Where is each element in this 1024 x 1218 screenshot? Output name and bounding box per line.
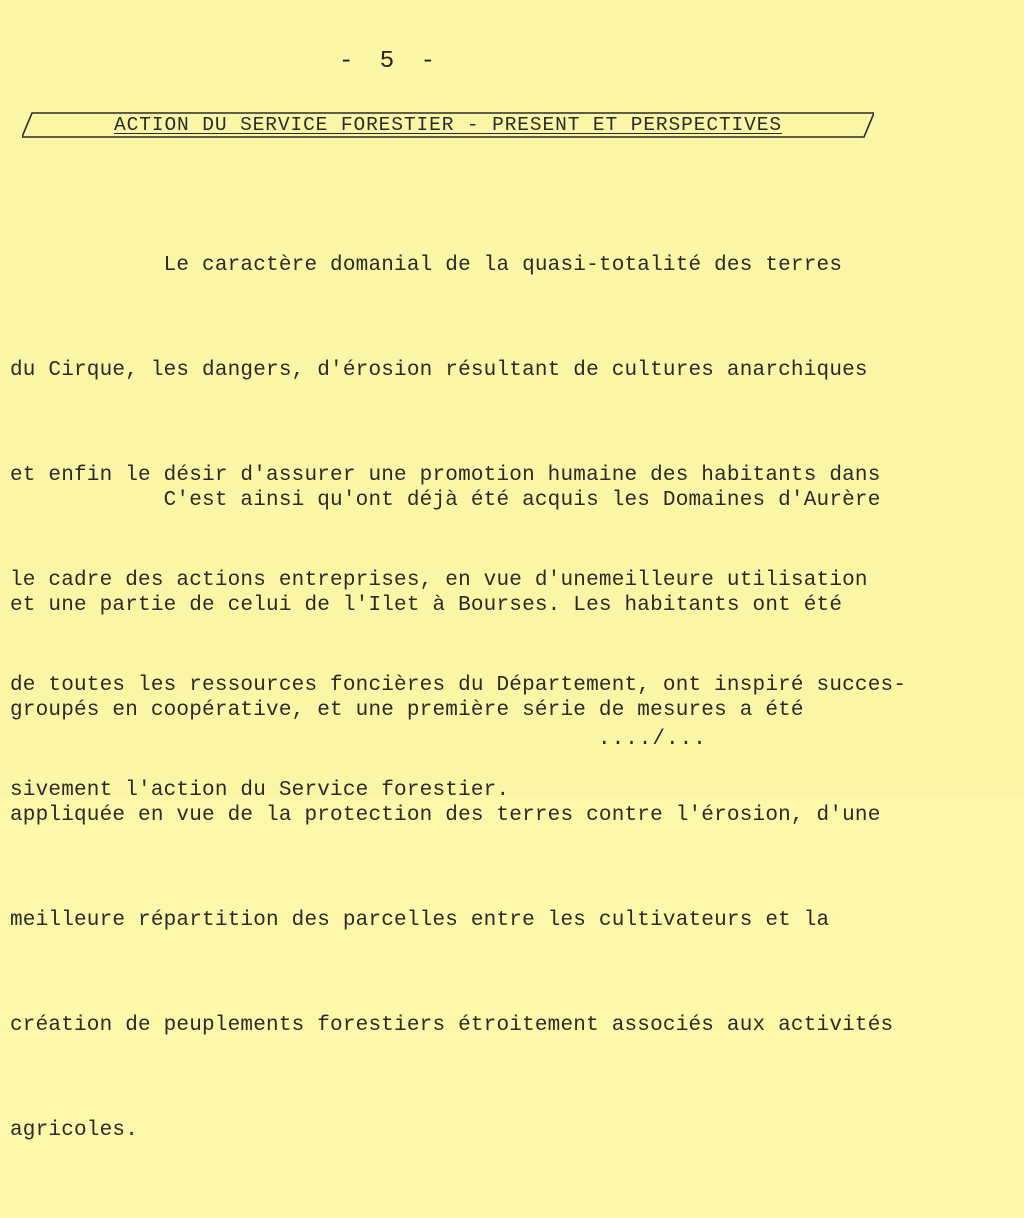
text-line: et enfin le désir d'assurer une promotion humaine des habitants dans <box>10 464 881 487</box>
text-line: le cadre des actions entreprises, en vue d'unemeilleure utilisation <box>10 569 868 592</box>
text-line: agricoles. <box>10 1119 139 1142</box>
text-line: C'est ainsi qu'ont déjà été acquis les Domaines d'Aurère <box>10 489 881 512</box>
text-line: et une partie de celui de l'Ilet à Bourses. Les habitants ont été <box>10 594 843 617</box>
text-line: meilleure répartition des parcelles entre les cultivateurs et la <box>10 909 830 932</box>
text-line: du Cirque, les dangers, d'érosion résultant de cultures anarchiques <box>10 359 868 382</box>
paragraph-2 <box>10 413 893 1218</box>
page-number: - 5 - <box>338 48 441 75</box>
text-line: sivement l'action du Service forestier. <box>10 779 510 802</box>
continuation-mark: ..../... <box>598 728 707 751</box>
text-line: groupés en coopérative, et une première série de mesures a été <box>10 699 804 722</box>
section-title-box <box>22 112 874 138</box>
section-title: ACTION DU SERVICE FORESTIER - PRESENT ET PERSPECTIVES <box>114 114 782 136</box>
text-line: Le caractère domanial de la quasi-totalité des terres <box>10 254 843 277</box>
text-line: création de peuplements forestiers étroitement associés aux activités <box>10 1014 894 1037</box>
text-line: appliquée en vue de la protection des terres contre l'érosion, d'une <box>10 804 881 827</box>
text-line: de toutes les ressources foncières du Département, ont inspiré succes- <box>10 674 907 697</box>
